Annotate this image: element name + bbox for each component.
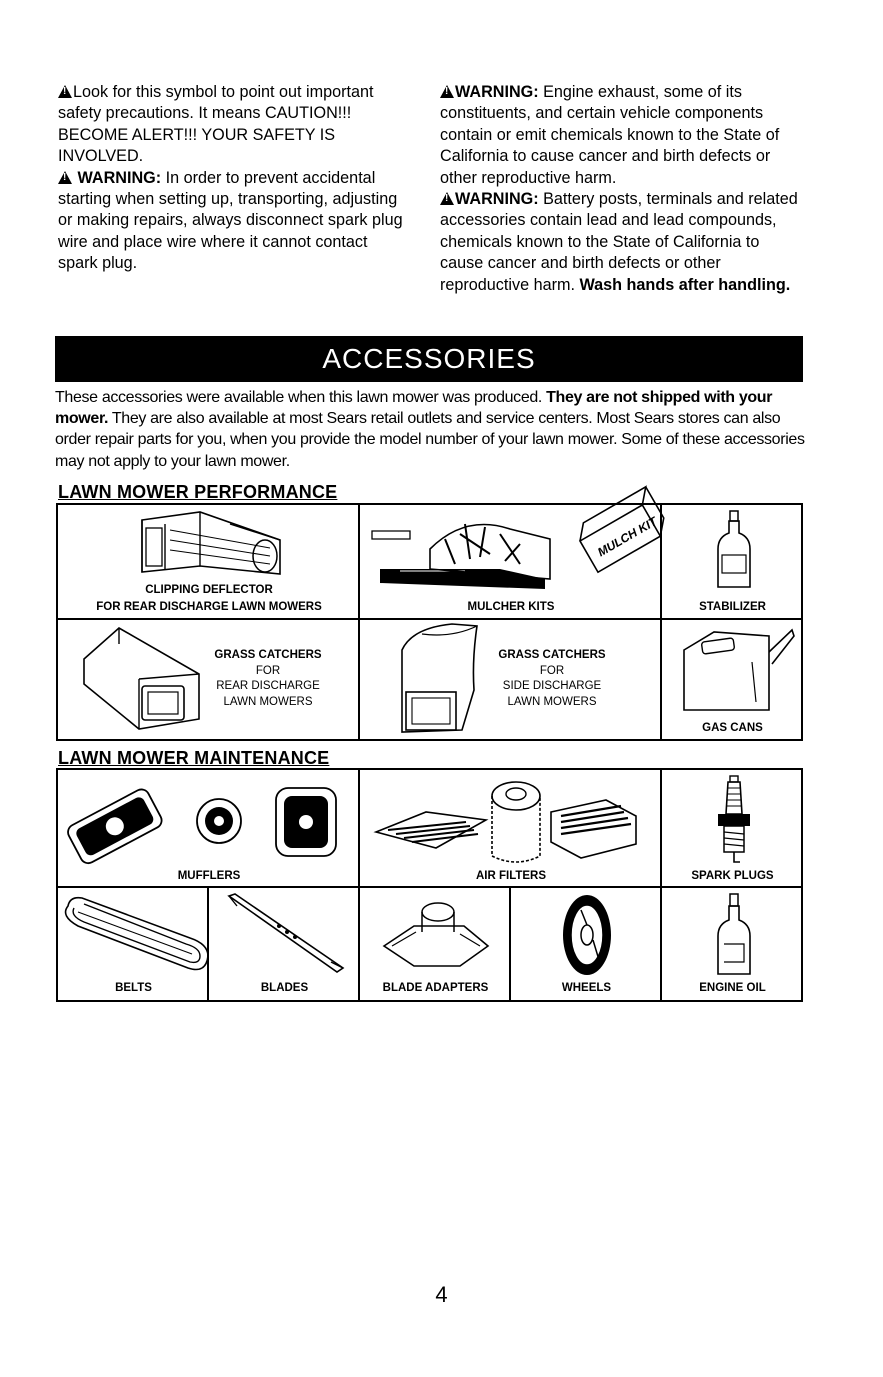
mufflers-label: MUFFLERS bbox=[177, 870, 241, 882]
gas-can-icon bbox=[674, 622, 794, 714]
blade-icon bbox=[227, 892, 347, 976]
symbol-note: !Look for this symbol to point out important safety precautions. It means CAUTION!!! BECOME ALERT!!! YOUR SAFETY IS INVOLVED. bbox=[58, 82, 408, 168]
mufflers-cell bbox=[58, 770, 360, 888]
mulcher-kits-label: MULCHER KITS bbox=[467, 601, 555, 613]
stabilizer-bottle-icon bbox=[714, 509, 754, 591]
page-number: 4 bbox=[435, 1282, 448, 1307]
blades-cell bbox=[209, 888, 360, 1000]
mulcher-kit-icon bbox=[370, 509, 660, 593]
belts-label: BELTS bbox=[115, 982, 152, 994]
stabilizer-cell bbox=[662, 505, 803, 620]
rear-grass-catcher-cell bbox=[58, 620, 360, 739]
clipping-deflector-sublabel: FOR REAR DISCHARGE LAWN MOWERS bbox=[96, 601, 322, 613]
blades-label: BLADES bbox=[260, 982, 309, 994]
air-filter-icon bbox=[366, 772, 656, 868]
belts-cell bbox=[58, 888, 209, 1000]
gas-cans-cell bbox=[662, 620, 803, 739]
accessories-intro: These accessories were available when this lawn mower was produced. They are not shipped with your mower. They are also available at most Sears retail outlets and service centers. Most Sears stores can also order repair parts for you, when you provide the model number of your lawn mower. Some of these accessories may not apply to your lawn mower. bbox=[55, 389, 805, 470]
engine-oil-cell bbox=[662, 888, 803, 1000]
rear-grass-catcher-label: GRASS CATCHERS FOR REAR DISCHARGE LAWN MOWERS bbox=[214, 649, 322, 708]
exhaust-warning: !WARNING: Engine exhaust, some of its constituents, and certain vehicle components contain or emit chemicals known to the State of California to cause cancer and birth defects or other reproductive harm. bbox=[440, 82, 805, 189]
maintenance-grid bbox=[56, 768, 803, 1002]
clipping-deflector-label: CLIPPING DEFLECTOR bbox=[145, 584, 273, 596]
mulcher-kits-cell bbox=[360, 505, 662, 620]
wheel-icon bbox=[557, 890, 617, 980]
belt-icon bbox=[58, 892, 208, 976]
blade-adapters-cell bbox=[360, 888, 511, 1000]
blade-adapters-label: BLADE ADAPTERS bbox=[382, 982, 489, 994]
warning-triangle-icon bbox=[58, 85, 72, 98]
engine-oil-label: ENGINE OIL bbox=[699, 982, 766, 994]
side-grass-catcher-cell bbox=[360, 620, 662, 739]
rear-grass-catcher-icon bbox=[64, 624, 204, 732]
side-grass-catcher-label: GRASS CATCHERS FOR SIDE DISCHARGE LAWN MOWERS bbox=[498, 649, 606, 708]
clipping-deflector-icon bbox=[130, 510, 290, 588]
left-safety-column bbox=[58, 82, 408, 275]
muffler-icon bbox=[64, 776, 354, 866]
maintenance-title: LAWN MOWER MAINTENANCE bbox=[58, 748, 330, 768]
air-filters-cell bbox=[360, 770, 662, 888]
gas-cans-label: GAS CANS bbox=[702, 722, 763, 734]
accessories-banner: ACCESSORIES bbox=[55, 336, 803, 382]
wheels-cell bbox=[511, 888, 662, 1000]
right-safety-column bbox=[440, 82, 805, 296]
performance-title: LAWN MOWER PERFORMANCE bbox=[58, 482, 338, 502]
mulch-kit-box-text: MULCH KIT bbox=[595, 514, 660, 560]
performance-grid bbox=[56, 503, 803, 741]
blade-adapter-icon bbox=[380, 898, 490, 978]
warning-triangle-icon bbox=[440, 192, 454, 205]
spark-plug-icon bbox=[714, 774, 754, 866]
battery-warning: !WARNING: Battery posts, terminals and related accessories contain lead and lead compounds, chemicals known to the State of California to cause cancer and birth defects or other reproductive harm. Wash hands after handling. bbox=[440, 189, 805, 296]
spark-plugs-label: SPARK PLUGS bbox=[691, 870, 774, 882]
spark-plugs-cell bbox=[662, 770, 803, 888]
warning-triangle-icon bbox=[440, 85, 454, 98]
stabilizer-label: STABILIZER bbox=[699, 601, 766, 613]
warning-triangle-icon bbox=[58, 171, 72, 184]
wheels-label: WHEELS bbox=[561, 982, 612, 994]
engine-oil-bottle-icon bbox=[714, 892, 754, 978]
air-filters-label: AIR FILTERS bbox=[475, 870, 547, 882]
spark-plug-warning: ! WARNING: In order to prevent accidental starting when setting up, transporting, adjusting or making repairs, always disconnect spark plug wire and place wire where it cannot contact spark plug. bbox=[58, 168, 408, 275]
clipping-deflector-cell bbox=[58, 505, 360, 620]
